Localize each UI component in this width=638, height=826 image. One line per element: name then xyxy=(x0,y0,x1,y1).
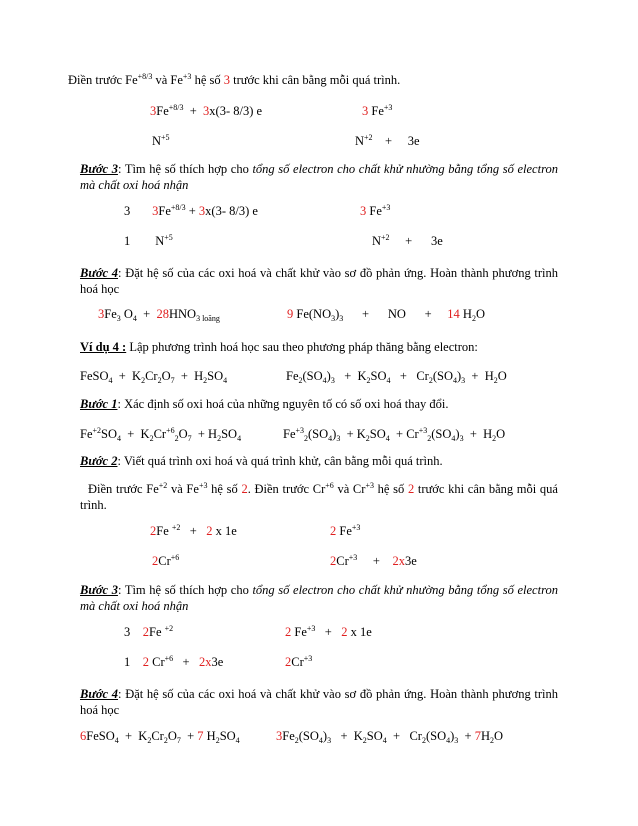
process-oxidation-fe-product: 3 $Fe^{+3}$ xyxy=(362,103,393,118)
step3b-row1-product: 2 $Fe^{+3} + 2$ x 1e xyxy=(285,624,372,639)
step2-line: Bước 2: Viết quá trình oxi hoá và quá trình khử, cân bằng mỗi quá trình. xyxy=(80,454,443,468)
step2-oxidation: 2Fe $^{+2}$ + 2 x 1e xyxy=(150,523,237,538)
final-equation: 6FeSO$_4$ + $K_2Cr_2O_7 + 7$ $H_2SO_4$ xyxy=(80,729,240,745)
equation-fe3o4-products: 9 $Fe(NO_3)_3$ + NO + 14 $H_2O$ xyxy=(287,307,485,323)
process-oxidation-fe: $3Fe^{+8/3} + 3x(3-$ 8/3) e xyxy=(150,103,263,118)
step3-row1-product: 3 $Fe^{+3}$ xyxy=(360,203,391,218)
process-reduction-n-product: $N^{+2}$ + 3e xyxy=(355,133,420,148)
step4b-paragraph: Bước 4: Đặt hệ số của các oxi hoá và chất khử vào sơ đồ phản ứng. Hoàn thành phương trình hoá học xyxy=(80,687,558,717)
step2-reduction: $2Cr^{+6}$ xyxy=(152,553,180,568)
process-reduction-n: $N^{+5}$ xyxy=(152,133,170,148)
step3-row2-product: $N^{+2}$ + 3e xyxy=(372,233,443,248)
final-equation-products: $3Fe_2(SO_4)_3 + K_2SO_4 + Cr_2(SO_4)_3 + 7H_2O$ xyxy=(276,729,504,745)
step3-row2: 1 $N^{+5}$ xyxy=(124,233,173,248)
step3b-paragraph: Bước 3: Tìm hệ số thích hợp cho tổng số electron cho chất khử nhường bằng tổng số electron mà chất oxi hoá nhận xyxy=(80,583,558,613)
step4-paragraph: Bước 4: Đặt hệ số của các oxi hoá và chất khử vào sơ đồ phản ứng. Hoàn thành phương trình hoá học xyxy=(80,266,558,296)
equation-fe3o4: $3Fe_3$ $O_4 + 28HNO_{3 loãng}$ xyxy=(98,307,220,323)
step3-row1: 3 $3Fe^{+8/3} + 3x(3-$ 8/3) e xyxy=(124,203,258,218)
step2-detail: Điền trước $Fe^{+2}$ và $Fe^{+3}$ hệ số 2. Điền trước $Cr^{+6}$ và $Cr^{+3}$ hệ số 2 trước khi cân bằng mỗi quá trình. xyxy=(80,481,558,512)
step2-reduction-product: $2Cr^{+3}$ + 2x3e xyxy=(330,553,417,568)
step3b-row2-product: $2Cr^{+3}$ xyxy=(285,654,313,669)
step2-oxidation-product: 2 $Fe^{+3}$ xyxy=(330,523,361,538)
step1-equation: $Fe^{+2}SO_4 + K_2Cr^{+6}_2O_7 + H_2SO_4$ xyxy=(80,426,242,443)
step3b-row1: 3 2Fe $^{+2}$ xyxy=(124,624,174,639)
example4-heading: Ví dụ 4 : Lập phương trình hoá học sau theo phương pháp thăng bằng electron: xyxy=(80,340,478,354)
step1-line: Bước 1: Xác định số oxi hoá của những nguyên tố có số oxi hoá thay đổi. xyxy=(80,397,449,411)
example4-products: $Fe_2(SO_4)_3 + K_2SO_4 + Cr_2(SO_4)_3 + H_2O$ xyxy=(286,369,507,385)
step1-products: $Fe^{+3}_2(SO_4)_3 + K_2SO_4 + Cr^{+3}_2(SO_4)_3 + H_2O$ xyxy=(283,426,506,443)
step3-paragraph: Bước 3: Tìm hệ số thích hợp cho tổng số electron cho chất khử nhường bằng tổng số electron mà chất oxi hoá nhận xyxy=(80,162,558,192)
example4-equation: FeSO$_4$ + $K_2Cr_2O_7 + H_2SO_4$ xyxy=(80,369,228,385)
intro-line-fe: Điền trước $Fe^{+8/3}$ và $Fe^{+3}$ hệ số 3 trước khi cân bằng mỗi quá trình. xyxy=(68,72,401,87)
step3b-row2: 1 2 $Cr^{+6} + 2x3e$ xyxy=(124,654,224,669)
